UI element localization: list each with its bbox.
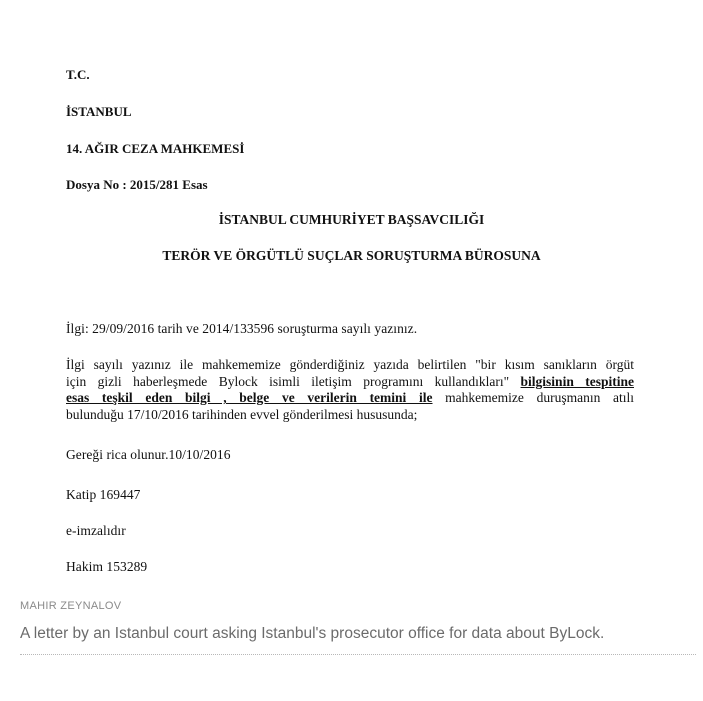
paragraph-line-3-text: mahkememize duruşmanın atılı [432, 390, 635, 405]
photo-credit: MAHIR ZEYNALOV [20, 600, 122, 612]
caption-divider [20, 654, 696, 655]
image-caption-block [20, 598, 700, 655]
paragraph-line-2-text: için gizli haberleşmede Bylock isimli iletişim programını kullandıkları" [66, 373, 521, 389]
esigned-line: e-imzalıdır [66, 523, 126, 538]
request-line: Gereği rica olunur.10/10/2016 [66, 447, 231, 462]
reference-line: İlgi: 29/09/2016 tarih ve 2014/133596 soruşturma sayılı yazınız. [66, 321, 418, 336]
paragraph-line-3 [66, 390, 634, 407]
recipient-line-1: İSTANBUL CUMHURİYET BAŞSAVCILIĞI [218, 212, 485, 227]
body-paragraph [66, 357, 634, 423]
header-court: 14. AĞIR CEZA MAHKEMESİ [66, 141, 245, 156]
judge-line: Hakim 153289 [66, 559, 148, 574]
underlined-phrase-1: bilgisinin tespitine [520, 373, 634, 389]
clerk-line: Katip 169447 [66, 487, 141, 502]
underlined-phrase-2: esas teşkil eden bilgi , belge ve verilerin temini ile [66, 390, 433, 405]
recipient-line-2: TERÖR VE ÖRGÜTLÜ SUÇLAR SORUŞTURMA BÜROSUNA [162, 248, 541, 263]
image-caption: A letter by an Istanbul court asking Istanbul's prosecutor office for data about ByLock. [20, 625, 605, 642]
header-tc: T.C. [66, 67, 90, 82]
paragraph-line-2 [66, 374, 634, 391]
paragraph-line-1: İlgi sayılı yazınız ile mahkememize gönderdiğiniz yazıda belirtilen "bir kısım sanıkların örgüt [66, 357, 634, 372]
paragraph-line-4: bulunduğu 17/10/2016 tarihinden evvel gönderilmesi hususunda; [66, 406, 418, 422]
header-city: İSTANBUL [66, 104, 132, 119]
header-dossier: Dosya No : 2015/281 Esas [66, 177, 208, 192]
